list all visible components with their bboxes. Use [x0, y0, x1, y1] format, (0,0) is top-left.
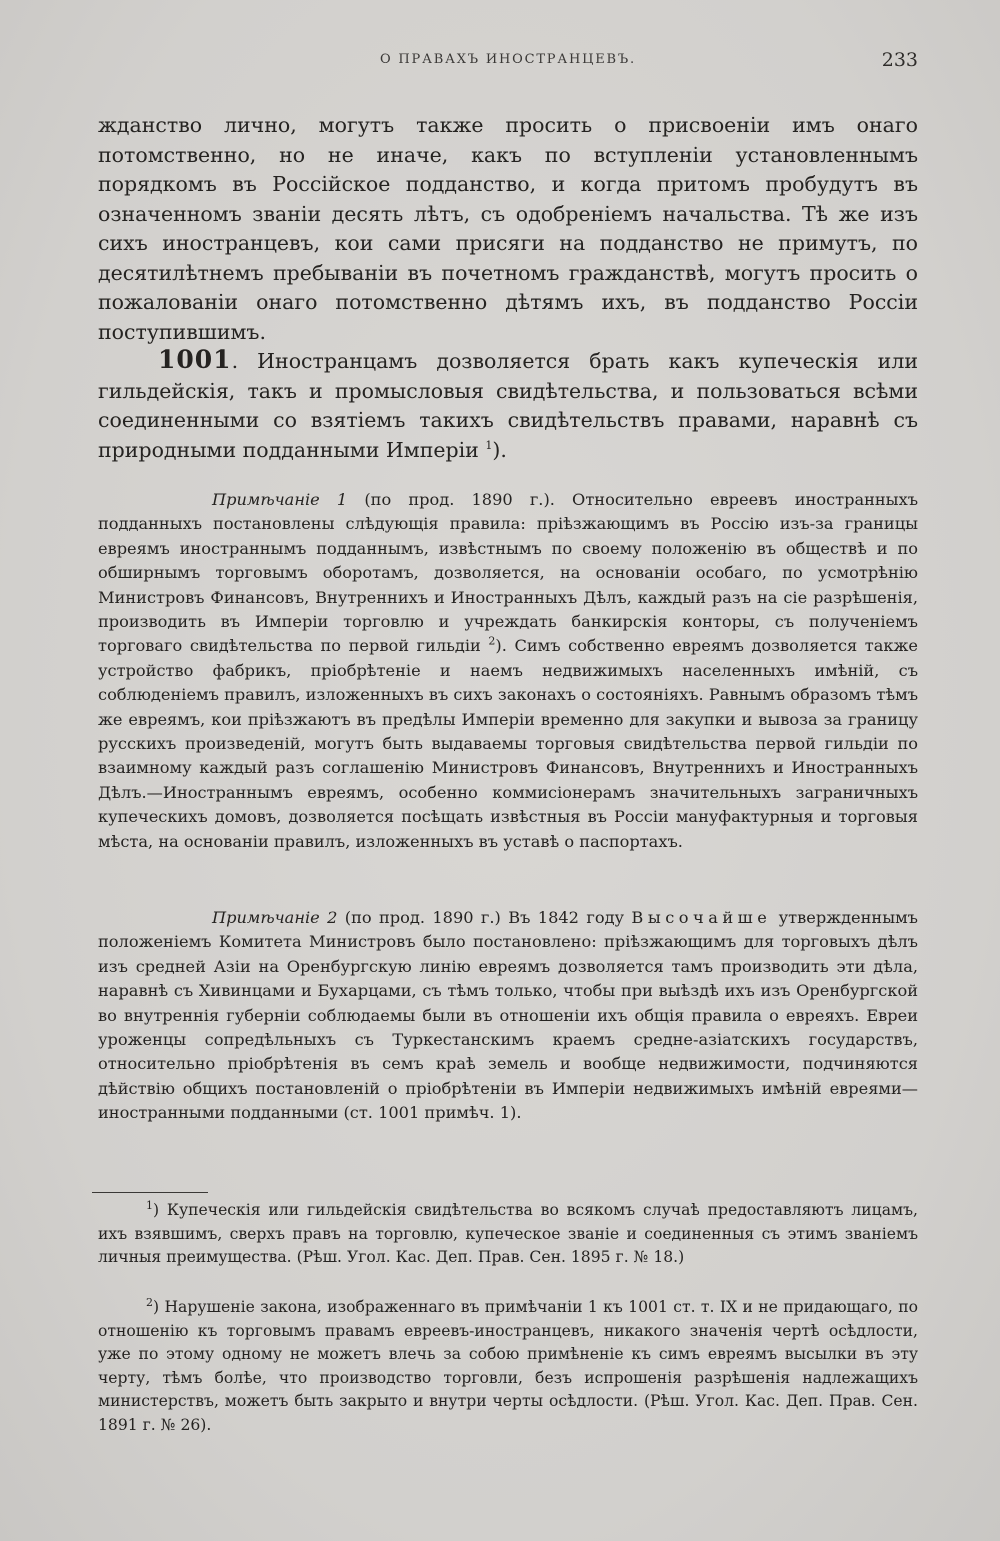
note-text: ). Симъ собственно евреямъ дозволяется также устройство фабрикъ, прiобрѣтенiе и наемъ недвижимыхъ населенныхъ имѣнiй, съ соблюденiемъ правилъ, изложенныхъ въ сихъ законахъ о состоянiяхъ. Равнымъ образомъ тѣмъ же евреямъ, кои прiѣзжаютъ въ предѣлы Имперiи временно для закупки и вывоза за границу русскихъ произведенiй, могутъ быть выдаваемы торговыя свидѣтельства первой гильдiи по взаимному каждый разъ соглашенiю Министровъ Финансовъ, Внутреннихъ и Иностранныхъ Дѣлъ.—Иностраннымъ евреямъ, особенно коммисiонерамъ значительныхъ заграничныхъ купеческихъ домовъ, дозволяется посѣщать извѣстныя въ Россiи мануфактурныя и торговыя мѣста, на основанiи правилъ, изложенныхъ въ уставѣ о паспортахъ. — [98, 636, 918, 851]
footnote-2 — [98, 1296, 918, 1438]
footnote-marker: 2 — [146, 1295, 153, 1309]
continuation-paragraph: жданство лично, могутъ также просить о присвоенiи имъ онаго потомственно, но не иначе, какъ по вступленiи установленнымъ порядкомъ въ Россiйское подданство, и когда притомъ пробудутъ въ означенномъ званiи десять лѣтъ, съ одобренiемъ начальства. Тѣ же изъ сихъ иностранцевъ, кои сами присяги на подданство не примутъ, по десятилѣтнемъ пребыванiи въ почетномъ гражданствѣ, могутъ просить о пожалованiи онаго потомственно дѣтямъ ихъ, въ подданство Россiи поступившимъ. — [98, 113, 918, 344]
footnote-divider — [92, 1192, 208, 1193]
note-text: (по прод. 1890 г.). Относительно евреевъ иностранныхъ подданныхъ постановлены слѣдующiя правила: прiѣзжающимъ въ Россiю изъ-за границы евреямъ иностраннымъ подданнымъ, извѣстнымъ по своему положенiю въ обществѣ и по обширнымъ торговымъ оборотамъ, дозволяется, на основанiи особаго, по усмотрѣнiю Министровъ Финансовъ, Внутреннихъ и Иностранныхъ Дѣлъ, каждый разъ на сiе разрѣшенiя, производить въ Имперiи торговлю и учреждать банкирскiя конторы, съ полученiемъ торговаго свидѣтельства по первой гильдiи — [98, 490, 918, 656]
running-title: О ПРАВАХЪ ИНОСТРАНЦЕВЪ. — [380, 52, 636, 67]
footnote-text: ) Нарушенiе закона, изображеннаго въ примѣчанiи 1 къ 1001 ст. т. IX и не придающаго, по отношенiю къ торговымъ правамъ евреевъ-иностранцевъ, никакого значенiя чертѣ осѣдлости, уже по этому одному не можетъ влечь за собою примѣненiе къ симъ евреямъ высылки въ эту черту, тѣмъ болѣе, что производство торговли, безъ испрошенiя разрѣшенiя надлежащихъ министерствъ, можетъ быть закрыто и внутри черты осѣдлости. (Рѣш. Угол. Кас. Деп. Прав. Сен. 1891 г. № 26). — [98, 1298, 918, 1434]
article-number: 1001 — [158, 345, 232, 374]
note-text: утвержденнымъ положенiемъ Комитета Министровъ было постановлено: прiѣзжающимъ для торговыхъ дѣлъ изъ средней Азiи на Оренбургскую линiю евреямъ дозволяется тамъ производить эти дѣла, наравнѣ съ Хивинцами и Бухарцами, съ тѣмъ только, чтобы при выѣздѣ ихъ изъ Оренбургской во внутреннiя губернiи соблюдаемы были въ отношенiи ихъ общiя правила о евреяхъ. Евреи уроженцы сопредѣльныхъ съ Туркестанскимъ краемъ средне-азiатскихъ государствъ, относительно прiобрѣтенiя въ семъ краѣ земель и вообще недвижимости, подчиняются дѣйствiю общихъ постановленiй о прiобрѣтенiи въ Имперiи недвижимыхъ имѣнiй евреями—иностранными подданными (ст. 1001 примѣч. 1). — [98, 908, 918, 1123]
page-header — [98, 49, 918, 74]
footnote-ref: 1 — [485, 438, 493, 452]
footnote-text: ) Купеческiя или гильдейскiя свидѣтельства во всякомъ случаѣ предоставляютъ лицамъ, ихъ взявшимъ, сверхъ правъ на торговлю, купеческое званiе и соединенныя съ этимъ званiемъ личныя преимущества. (Рѣш. Угол. Кас. Деп. Прав. Сен. 1895 г. № 18.) — [98, 1201, 918, 1267]
article-1001-paragraph — [98, 345, 918, 465]
footnote-marker: 1 — [146, 1198, 153, 1212]
footnote-1 — [98, 1199, 918, 1270]
page-number: 233 — [881, 49, 918, 71]
article-text: . Иностранцамъ дозволяется брать какъ купеческiя или гильдейскiя, такъ и промысловыя свидѣтельства, и пользоваться всѣми соединенными со взятiемъ такихъ свидѣтельствъ правами, наравнѣ съ природными подданными Имперiи — [98, 349, 918, 462]
note-label: Примѣчанiе 2 — [212, 908, 338, 927]
note-text: (по прод. 1890 г.) Въ 1842 году — [337, 908, 632, 927]
footnote-ref: 2 — [488, 635, 496, 649]
note-1 — [98, 488, 918, 854]
article-text-end: ). — [492, 437, 507, 462]
spaced-word: Высочайше — [631, 908, 772, 927]
note-label: Примѣчанiе 1 — [212, 490, 348, 509]
note-2 — [98, 906, 918, 1126]
